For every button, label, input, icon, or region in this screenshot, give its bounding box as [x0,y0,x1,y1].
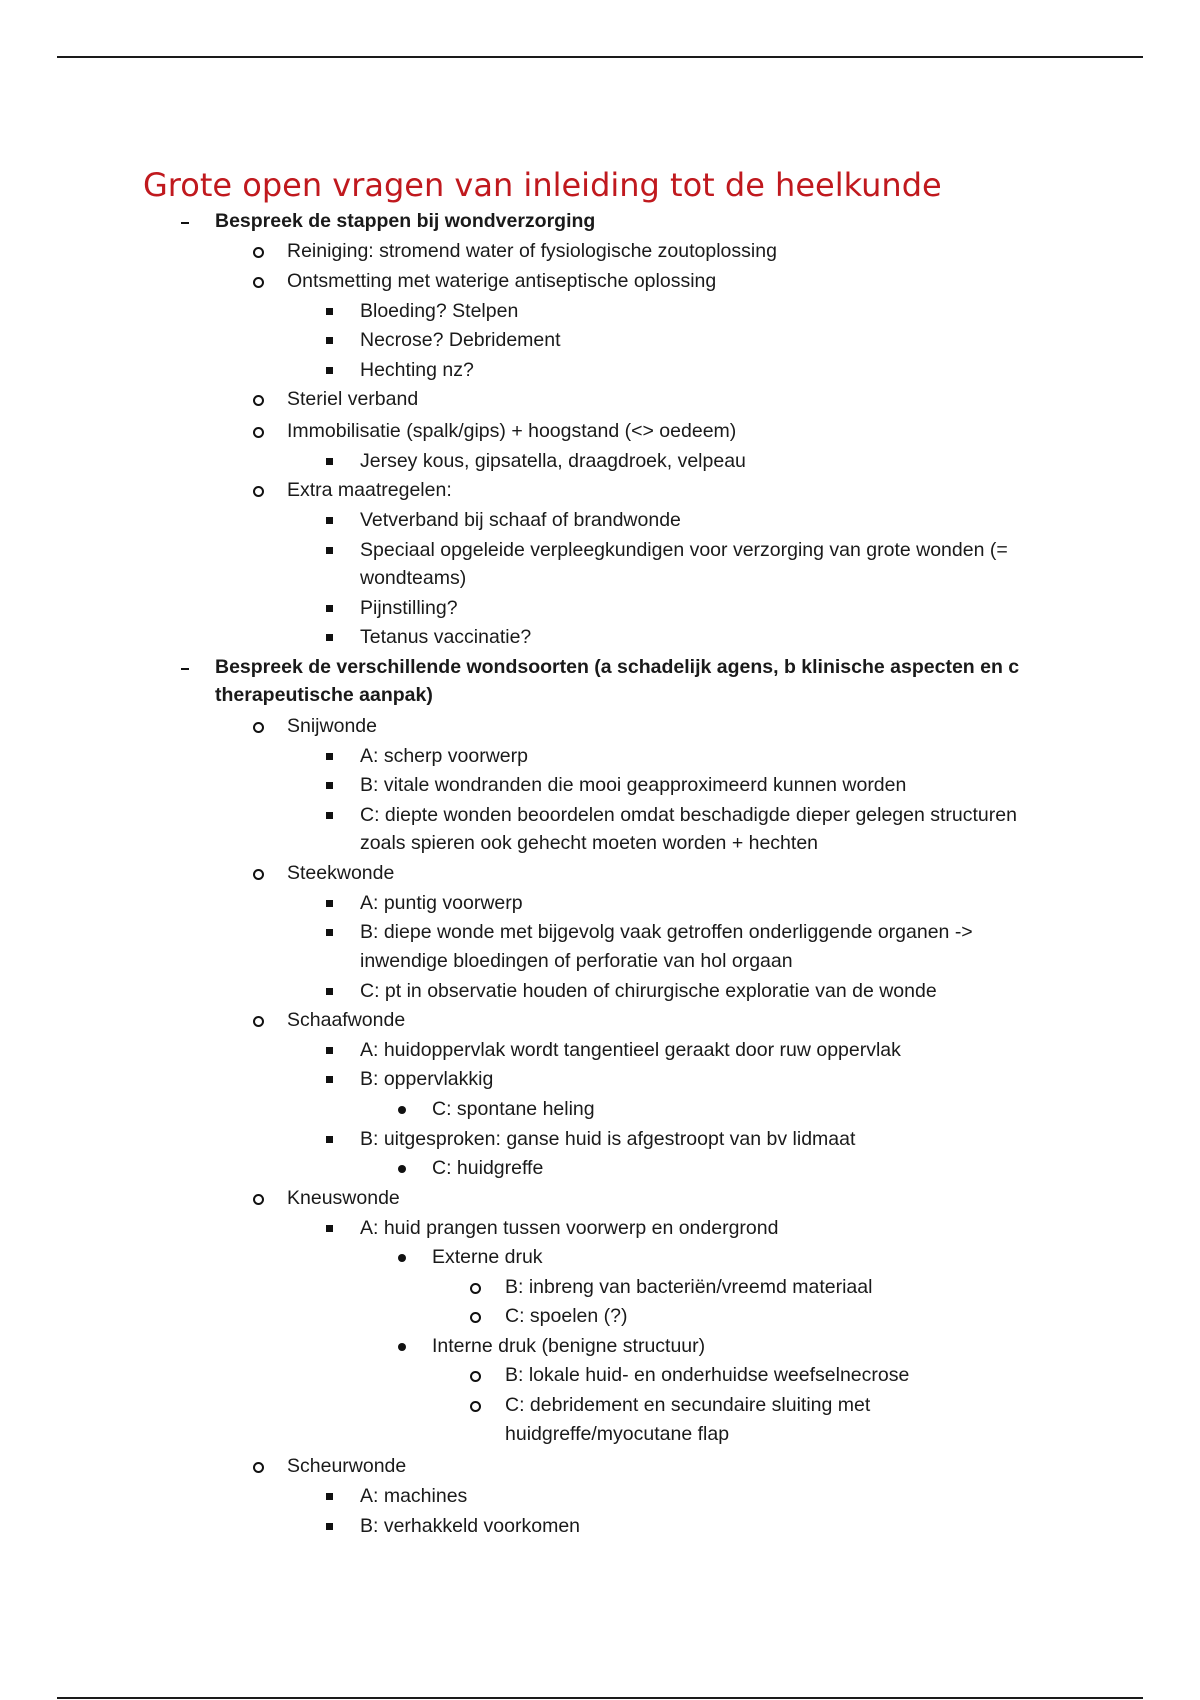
list-item: Reiniging: stromend water of fysiologische zoutoplossing [287,240,777,262]
dash-bullet [181,222,189,224]
circle-bullet [253,247,264,258]
circle-bullet [253,486,264,497]
list-item: Immobilisatie (spalk/gips) + hoogstand (<> oedeem) [287,420,737,442]
list-item: Kneuswonde [287,1187,400,1209]
list-item: B: inbreng van bacteriën/vreemd materiaal [505,1276,873,1298]
list-item: C: pt in observatie houden of chirurgische exploratie van de wonde [360,980,937,1002]
dash-bullet [181,668,189,670]
square-bullet [326,605,333,612]
list-item: C: spoelen (?) [505,1305,628,1327]
list-item: B: lokale huid- en onderhuidse weefselnecrose [505,1364,910,1386]
list-item-continuation: wondteams) [360,567,467,589]
question-2-heading-continuation: therapeutische aanpak) [215,684,433,706]
dot-bullet [398,1106,406,1114]
circle-bullet [253,722,264,733]
square-bullet [326,1225,333,1232]
square-bullet [326,1076,333,1083]
question-1-heading: Bespreek de stappen bij wondverzorging [215,210,596,232]
circle-bullet [253,1194,264,1205]
list-item: Steriel verband [287,388,419,410]
square-bullet [326,634,333,641]
list-item: Interne druk (benigne structuur) [432,1335,706,1357]
list-item: Bloeding? Stelpen [360,300,519,322]
dot-bullet [398,1165,406,1173]
list-item: A: puntig voorwerp [360,892,523,914]
list-item: Steekwonde [287,862,395,884]
list-item: Pijnstilling? [360,597,458,619]
question-2-heading: Bespreek de verschillende wondsoorten (a schadelijk agens, b klinische aspecten en c [215,656,1020,678]
list-item: B: oppervlakkig [360,1068,494,1090]
square-bullet [326,337,333,344]
list-item: Tetanus vaccinatie? [360,626,532,648]
square-bullet [326,1523,333,1530]
circle-bullet [470,1283,481,1294]
circle-bullet [253,277,264,288]
footer-rule [57,1697,1143,1699]
square-bullet [326,308,333,315]
list-item: C: debridement en secundaire sluiting met [505,1394,871,1416]
square-bullet [326,988,333,995]
list-item: B: verhakkeld voorkomen [360,1515,581,1537]
square-bullet [326,753,333,760]
list-item: Ontsmetting met waterige antiseptische oplossing [287,270,717,292]
list-item-continuation: inwendige bloedingen of perforatie van hol orgaan [360,950,793,972]
square-bullet [326,782,333,789]
square-bullet [326,458,333,465]
list-item-continuation: zoals spieren ook gehecht moeten worden + hechten [360,832,819,854]
list-item: B: vitale wondranden die mooi geapproximeerd kunnen worden [360,774,907,796]
circle-bullet [253,395,264,406]
list-item: B: uitgesproken: ganse huid is afgestroopt van bv lidmaat [360,1128,856,1150]
list-item: C: huidgreffe [432,1157,544,1179]
list-item: A: huid prangen tussen voorwerp en ondergrond [360,1217,779,1239]
page-title: Grote open vragen van inleiding tot de heelkunde [143,166,942,204]
square-bullet [326,1047,333,1054]
circle-bullet [470,1371,481,1382]
list-item: Scheurwonde [287,1455,407,1477]
list-item: B: diepe wonde met bijgevolg vaak getroffen onderliggende organen -> [360,921,973,943]
list-item: Speciaal opgeleide verpleegkundigen voor verzorging van grote wonden (= [360,539,1008,561]
circle-bullet [253,869,264,880]
circle-bullet [253,1462,264,1473]
list-item: Externe druk [432,1246,543,1268]
list-item-continuation: huidgreffe/myocutane flap [505,1423,730,1445]
square-bullet [326,812,333,819]
list-item: A: huidoppervlak wordt tangentieel geraakt door ruw oppervlak [360,1039,901,1061]
square-bullet [326,517,333,524]
square-bullet [326,929,333,936]
circle-bullet [470,1401,481,1412]
square-bullet [326,367,333,374]
list-item: Necrose? Debridement [360,329,561,351]
list-item: Schaafwonde [287,1009,406,1031]
list-item: Jersey kous, gipsatella, draagdroek, velpeau [360,450,746,472]
list-item: A: machines [360,1485,468,1507]
square-bullet [326,547,333,554]
circle-bullet [470,1312,481,1323]
square-bullet [326,900,333,907]
dot-bullet [398,1254,406,1262]
list-item: Vetverband bij schaaf of brandwonde [360,509,681,531]
square-bullet [326,1136,333,1143]
list-item: C: diepte wonden beoordelen omdat beschadigde dieper gelegen structuren [360,804,1017,826]
dot-bullet [398,1343,406,1351]
list-item: Hechting nz? [360,359,474,381]
header-rule [57,56,1143,58]
circle-bullet [253,1016,264,1027]
list-item: A: scherp voorwerp [360,745,528,767]
square-bullet [326,1493,333,1500]
list-item: C: spontane heling [432,1098,595,1120]
list-item: Snijwonde [287,715,377,737]
circle-bullet [253,427,264,438]
list-item: Extra maatregelen: [287,479,452,501]
